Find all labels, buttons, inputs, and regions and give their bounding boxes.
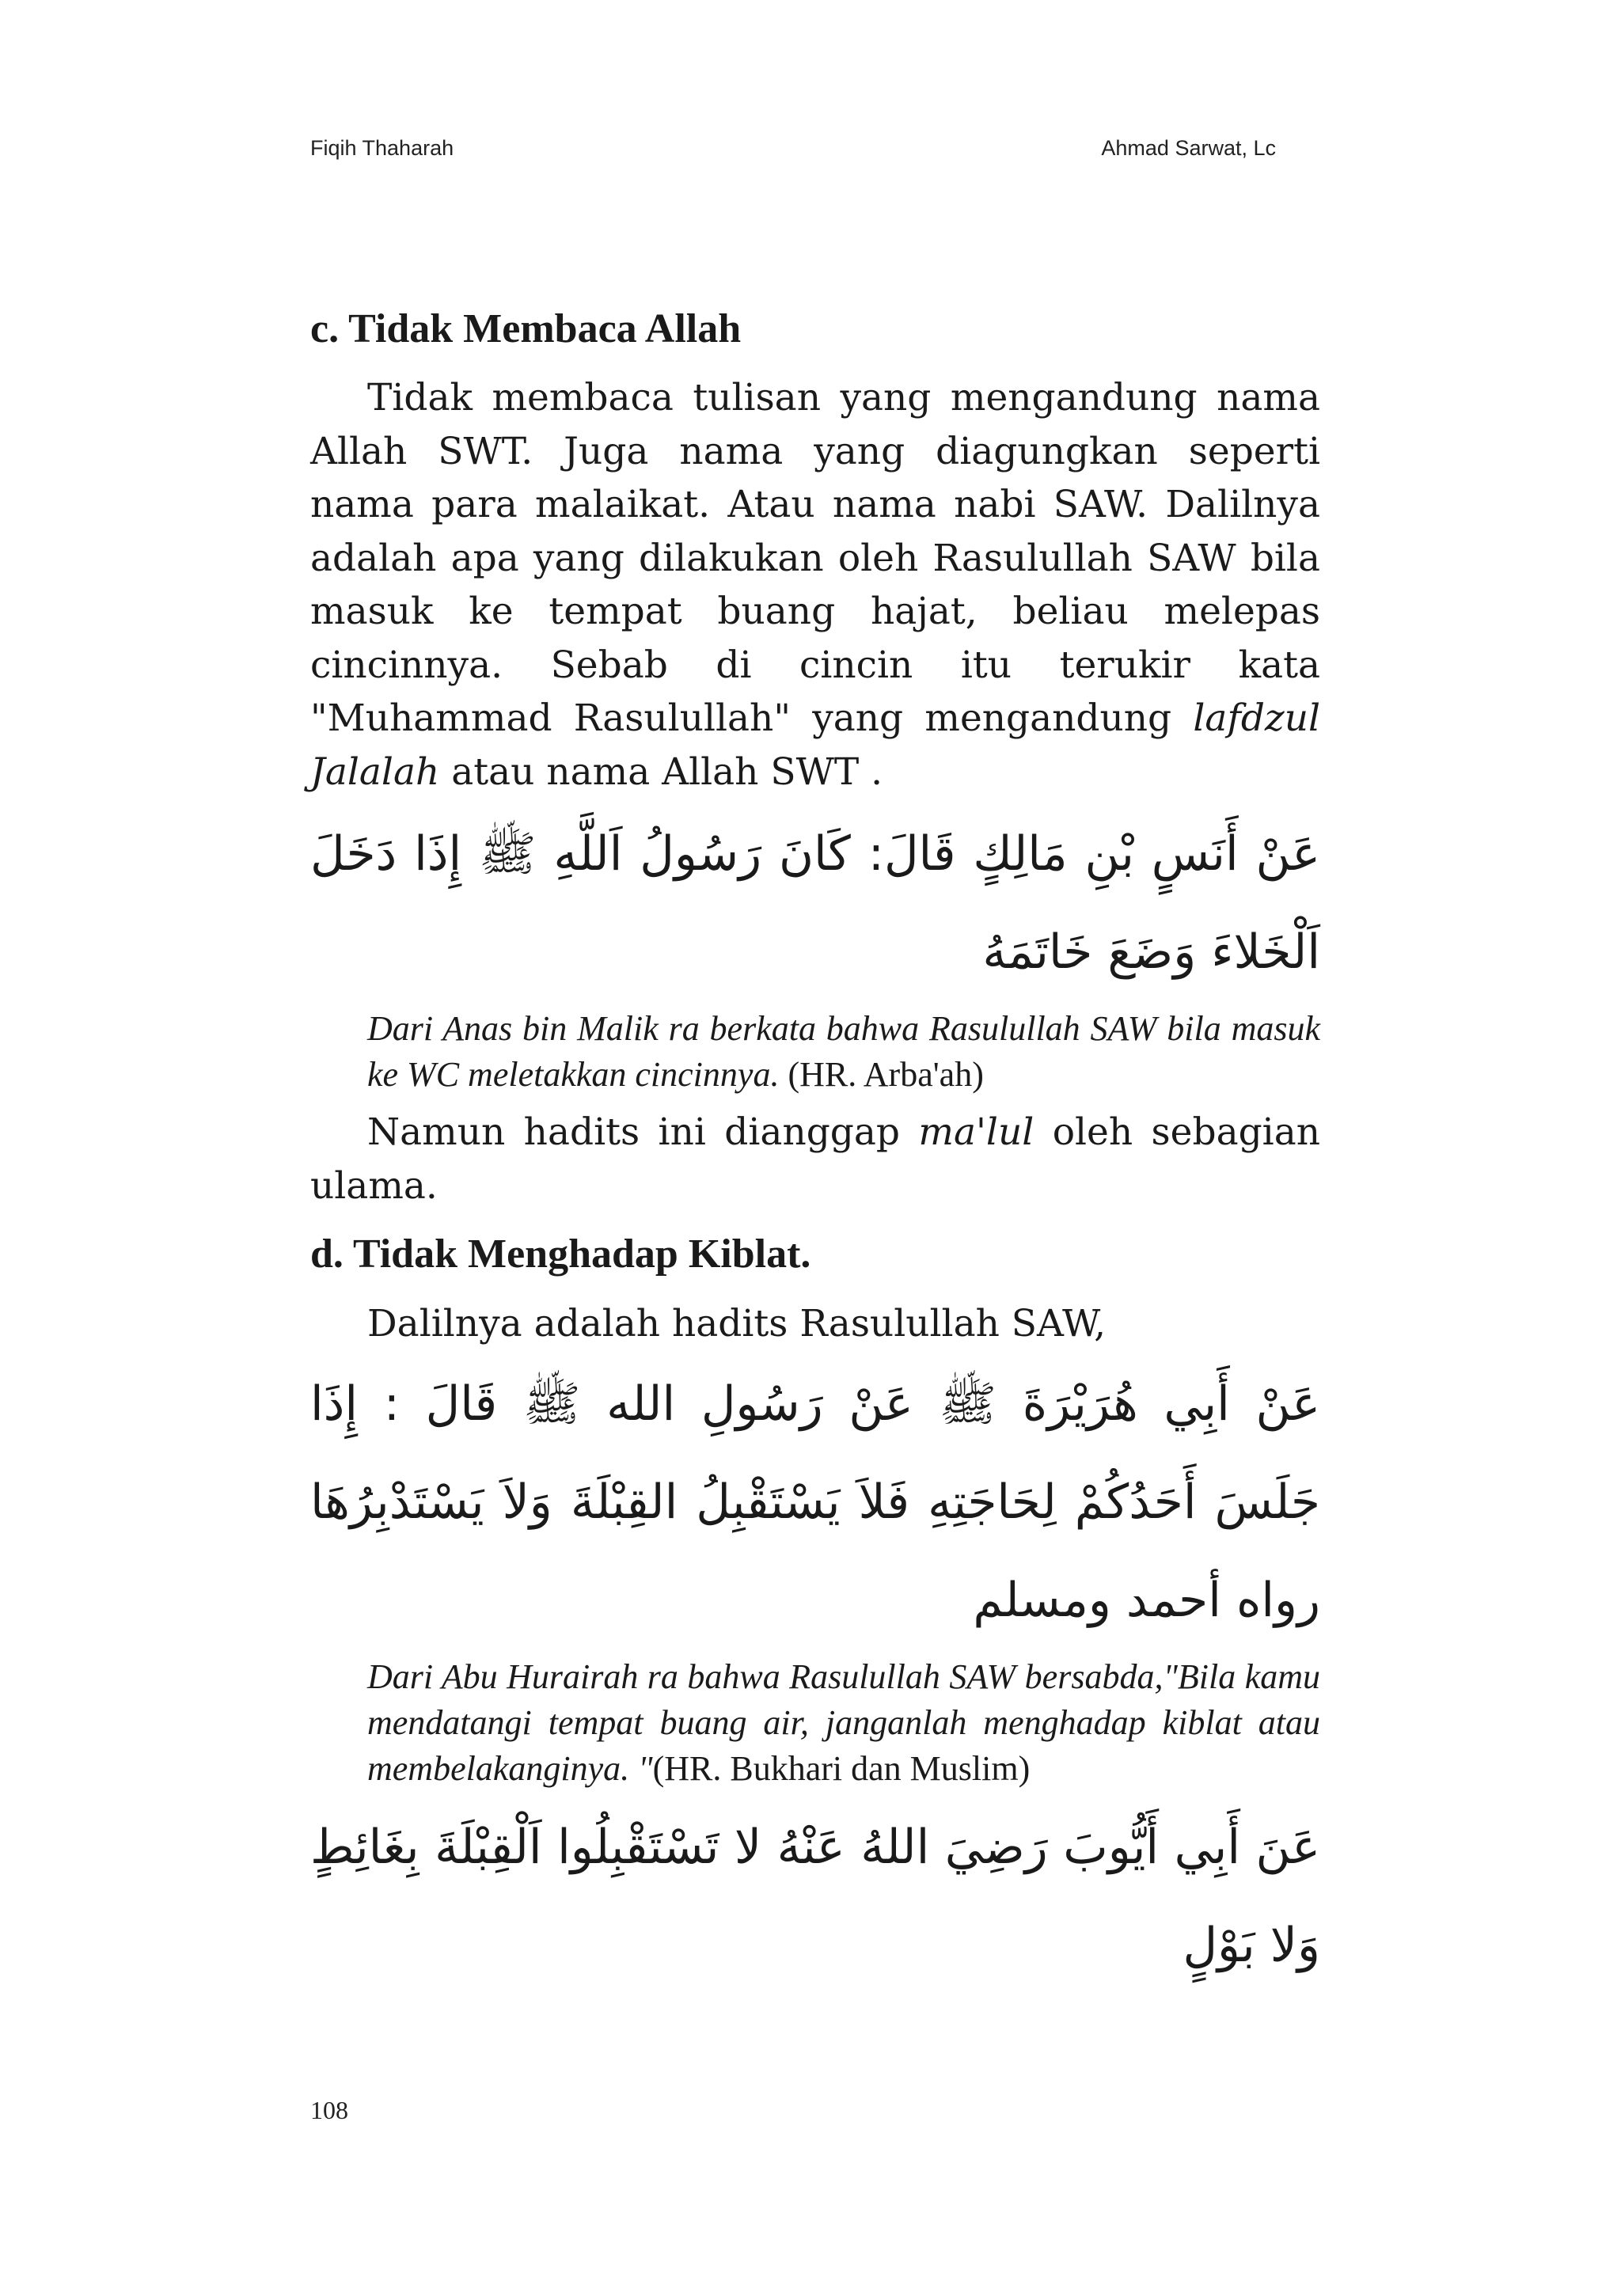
lafdzul-jalalah-term: lafdzul Jalalah xyxy=(310,696,1320,794)
malul-term: ma'lul xyxy=(918,1110,1034,1155)
section-c-arabic-hadith: عَنْ أَنَسٍ بْنِ مَالِكٍ قَالَ: كَانَ رَسُولُ اَللَّهِ ﷺ إِذَا دَخَلَ اَلْخَلاءَ وَضَعَ خَاتَمَهُ xyxy=(310,826,1320,981)
section-c-paragraph-end: atau nama Allah SWT . xyxy=(439,750,883,794)
section-d-heading: d. Tidak Menghadap Kiblat. xyxy=(310,1231,811,1277)
section-c-note xyxy=(310,1106,1320,1213)
page-body xyxy=(310,305,1320,1994)
section-c-paragraph-text: Tidak membaca tulisan yang mengandung nama Allah SWT. Juga nama yang diagungkan seperti nama para malaikat. Atau nama nabi SAW. Dalilnya adalah apa yang dilakukan oleh Rasulullah SAW bila masuk ke tempat buang hajat, beliau melepas cincinnya. Sebab di cincin itu terukir kata "Muhammad Rasulullah" yang mengandung xyxy=(310,376,1320,741)
section-c-hadith-source: (HR. Arba'ah) xyxy=(779,1055,984,1095)
section-d-intro: Dalilnya adalah hadits Rasulullah SAW, xyxy=(367,1301,1107,1345)
section-c-note-pre: Namun hadits ini dianggap xyxy=(367,1110,919,1155)
section-d-hadith-source: (HR. Bukhari dan Muslim) xyxy=(652,1749,1031,1789)
running-header-author: Ahmad Sarwat, Lc xyxy=(1101,136,1276,160)
section-c-note-post: oleh sebagian ulama. xyxy=(310,1110,1320,1208)
section-d-translation xyxy=(367,1654,1320,1792)
section-c-translation xyxy=(367,1006,1320,1098)
section-d-translation-text: Dari Abu Hurairah ra bahwa Rasulullah SAW bersabda,"Bila kamu mendatangi tempat buang air, janganlah menghadap kiblat atau membelakanginya. " xyxy=(367,1657,1320,1789)
section-c-translation-text: Dari Anas bin Malik ra berkata bahwa Rasulullah SAW bila masuk ke WC meletakkan cincinnya. xyxy=(367,1009,1320,1095)
section-d-arabic-hadith: عَنْ أَبِي هُرَيْرَةَ ﷺ عَنْ رَسُولِ الله ﷺ قَالَ : إِذَا جَلَسَ أَحَدُكُمْ لِحَاجَتِهِ فَلاَ يَسْتَقْبِلُ القِبْلَةَ وَلاَ يَسْتَدْبِرُهَا رواه أحمد ومسلم xyxy=(310,1376,1320,1629)
running-header-title: Fiqih Thaharah xyxy=(310,136,454,160)
section-c-paragraph xyxy=(310,371,1320,799)
section-d-arabic-hadith-2: عَنَ أَبِي أَيُّوبَ رَضِيَ اللهُ عَنْهُ لا تَسْتَقْبِلُوا اَلْقِبْلَةَ بِغَائِطٍ وَلا بَوْلٍ xyxy=(310,1820,1320,1974)
section-c-heading: c. Tidak Membaca Allah xyxy=(310,306,742,351)
page-number: 108 xyxy=(310,2096,348,2124)
